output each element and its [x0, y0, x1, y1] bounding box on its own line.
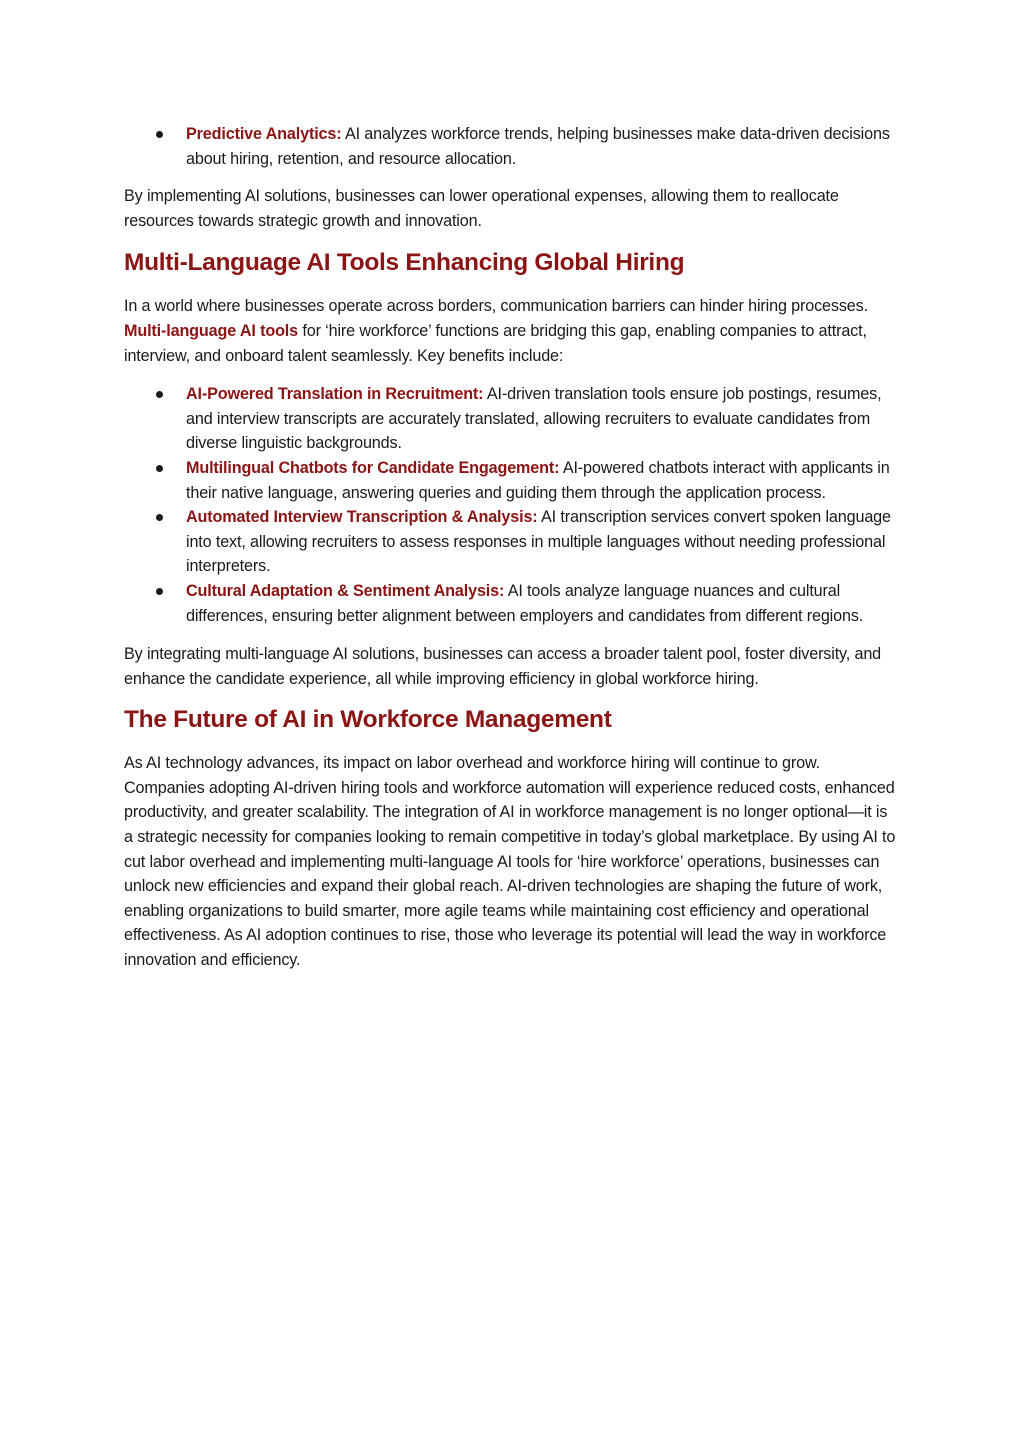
- list-item: [124, 579, 900, 628]
- section-heading-multi-language: Multi-Language AI Tools Enhancing Global Hiring: [124, 249, 685, 277]
- bullet-term: Multilingual Chatbots for Candidate Engagement:: [186, 458, 560, 477]
- bullet-icon: [156, 391, 163, 398]
- list-item: [124, 456, 900, 505]
- section-heading-future: The Future of AI in Workforce Management: [124, 706, 612, 734]
- paragraph-multi-language-summary: By integrating multi-language AI solutions, businesses can access a broader talent pool, foster diversity, and enhance the candidate experience, all while improving efficiency in global workforce hiring.: [124, 645, 882, 688]
- bullet-term: Automated Interview Transcription & Analysis:: [186, 508, 538, 527]
- bullet-term: Cultural Adaptation & Sentiment Analysis:: [186, 581, 505, 600]
- bullet-term: Predictive Analytics:: [186, 125, 342, 143]
- paragraph-cost-reduction: By implementing AI solutions, businesses can lower operational expenses, allowing them to reallocate resources towards strategic growth and innovation.: [124, 187, 839, 230]
- bullet-icon: [156, 588, 163, 595]
- multi-language-link[interactable]: Multi-language AI tools: [124, 321, 299, 340]
- paragraph-future: As AI technology advances, its impact on labor overhead and workforce hiring will continue to grow. Companies adopting AI-driven hiring tools and workforce automation will experience reduced costs, enhanced productivity, and greater scalability. The integration of AI in workforce management is no longer optional—it is a strategic necessity for companies looking to remain competitive in today’s global marketplace. By using AI to cut labor overhead and implementing multi-language AI tools for ‘hire workforce’ operations, businesses can unlock new efficiencies and expand their global reach. AI-driven technologies are shaping the future of work, enabling organizations to build smarter, more agile teams while maintaining cost efficiency and operational effectiveness. As AI adoption continues to rise, those who leverage its potential will lead the way in workforce innovation and efficiency.: [124, 754, 896, 970]
- list-item: [124, 382, 900, 456]
- bullet-text: AI analyzes workforce trends, helping businesses make data-driven decisions about hiring, retention, and resource allocation.: [186, 125, 890, 168]
- bullet-list-predictive: [124, 122, 900, 171]
- bullet-list-benefits: [124, 382, 900, 628]
- bullet-icon: [156, 465, 163, 472]
- document-page: [124, 122, 900, 973]
- paragraph-text: for ‘hire workforce’ functions are bridging this gap, enabling companies to attract, interview, and onboard talent seamlessly. Key benefits include:: [124, 321, 867, 365]
- bullet-text: AI-driven translation tools ensure job postings, resumes, and interview transcripts are accurately translated, allowing recruiters to evaluate candidates from diverse linguistic backgrounds.: [186, 385, 882, 453]
- list-item: [124, 505, 900, 579]
- bullet-text: AI tools analyze language nuances and cultural differences, ensuring better alignment between employers and candidates from different regions.: [186, 581, 864, 625]
- bullet-text: AI transcription services convert spoken language into text, allowing recruiters to assess responses in multiple languages without needing professional interpreters.: [186, 508, 891, 576]
- bullet-icon: [156, 131, 163, 138]
- bullet-term: AI-Powered Translation in Recruitment:: [186, 385, 484, 404]
- paragraph-multi-language-intro: [124, 294, 900, 368]
- bullet-icon: [156, 514, 163, 521]
- list-item: [124, 122, 900, 171]
- bullet-text: AI-powered chatbots interact with applicants in their native language, answering queries and guiding them through the application process.: [186, 458, 890, 502]
- paragraph-text: In a world where businesses operate across borders, communication barriers can hinder hiring processes.: [124, 297, 868, 316]
